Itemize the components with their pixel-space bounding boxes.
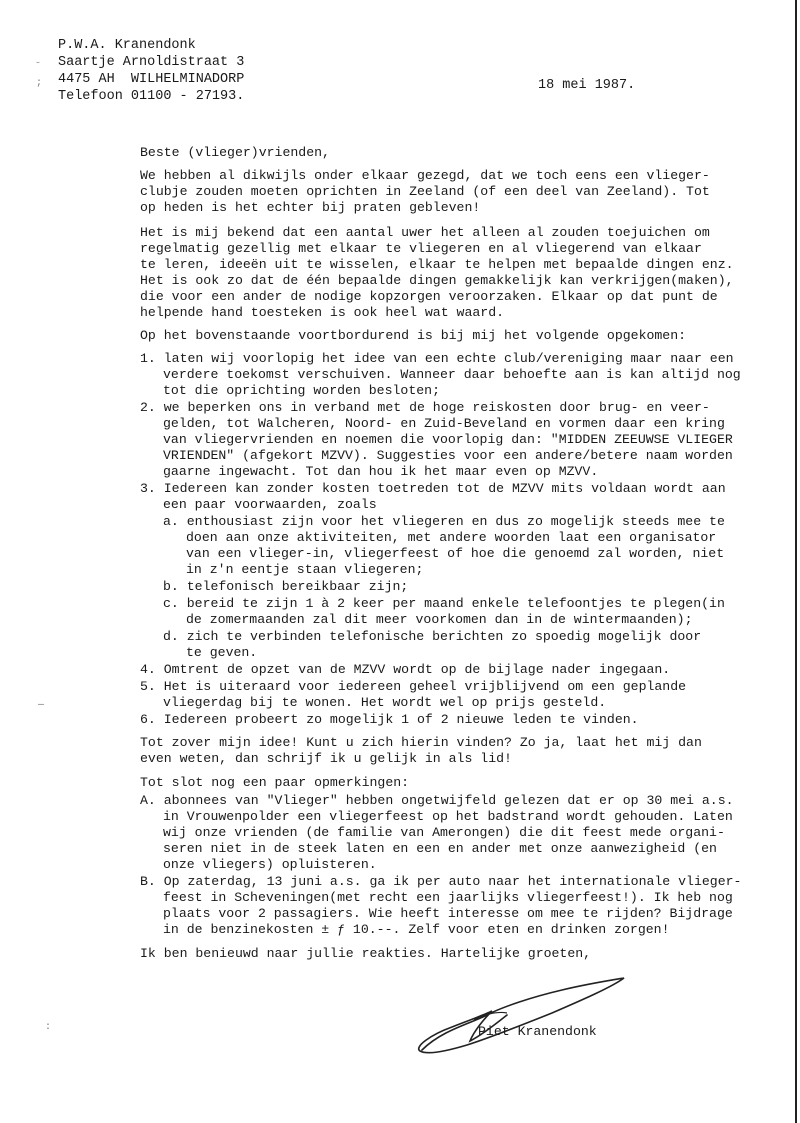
sender-city: 4475 AH WILHELMINADORP — [58, 72, 245, 87]
margin-mark: — — [38, 700, 45, 711]
list-item-line: wij onze vrienden (de familie van Amerongen) die dit feest mede organi- — [163, 825, 725, 840]
list-item-line: seren niet in de steek laten en een en ander met onze aanwezigheid (en — [163, 841, 717, 856]
paragraph-line: We hebben al dikwijls onder elkaar gezegd, dat we toch eens een vlieger- — [140, 168, 710, 183]
list-item-line: 2. we beperken ons in verband met de hoge reiskosten door brug- en veer- — [140, 400, 710, 415]
page-edge — [795, 0, 797, 1123]
list-item-line: onze vliegers) opluisteren. — [163, 857, 377, 872]
sub-item-line: te geven. — [186, 645, 258, 660]
sub-item-line: b. telefonisch bereikbaar zijn; — [163, 579, 409, 594]
list-item-line: gaarne ingewacht. Tot dan hou ik het maar even op MZVV. — [163, 464, 599, 479]
list-item-line: een paar voorwaarden, zoals — [163, 497, 377, 512]
list-item-line: in Vrouwenpolder een vliegerfeest op het badstrand wordt gehouden. Laten — [163, 809, 733, 824]
paragraph-line: te leren, ideeën uit te wisselen, elkaar te helpen met bepaalde dingen enz. — [140, 257, 734, 272]
paragraph-line: Op het bovenstaande voortbordurend is bij mij het volgende opgekomen: — [140, 328, 687, 343]
list-item-line: vliegerdag bij te wonen. Het wordt wel op prijs gesteld. — [163, 695, 607, 710]
list-item-line: 6. Iedereen probeert zo mogelijk 1 of 2 nieuwe leden te vinden. — [140, 712, 639, 727]
paragraph-line: Het is ook zo dat de één bepaalde dingen gemakkelijk kan verkrijgen(maken), — [140, 273, 734, 288]
margin-mark: : — [45, 1022, 52, 1033]
signature-name: Piet Kranendonk — [478, 1024, 597, 1039]
sub-item-line: d. zich te verbinden telefonische berichten zo spoedig mogelijk door — [163, 629, 702, 644]
paragraph-line: Het is mij bekend dat een aantal uwer het alleen al zouden toejuichen om — [140, 225, 710, 240]
sub-item-line: c. bereid te zijn 1 à 2 keer per maand enkele telefoontjes te plegen(in — [163, 596, 725, 611]
paragraph-line: helpende hand toesteken is ook heel wat waard. — [140, 305, 505, 320]
list-item-line: A. abonnees van "Vlieger" hebben ongetwijfeld gelezen dat er op 30 mei a.s. — [140, 793, 734, 808]
list-item-line: tot die oprichting worden besloten; — [163, 383, 440, 398]
list-item-line: VRIENDEN" (afgekort MZVV). Suggesties voor een andere/betere naam worden — [163, 448, 733, 463]
sender-phone: Telefoon 01100 - 27193. — [58, 89, 245, 104]
list-item-line: verdere toekomst verschuiven. Wanneer daar behoefte aan is kan altijd nog — [163, 367, 741, 382]
closing-line: Ik ben benieuwd naar jullie reakties. Hartelijke groeten, — [140, 946, 592, 961]
list-item-line: gelden, tot Walcheren, Noord- en Zuid-Beveland en vormen daar een kring — [163, 416, 725, 431]
list-item-line: 4. Omtrent de opzet van de MZVV wordt op de bijlage nader ingegaan. — [140, 662, 671, 677]
list-item-line: plaats voor 2 passagiers. Wie heeft interesse om mee te rijden? Bijdrage — [163, 906, 733, 921]
letter-date: 18 mei 1987. — [538, 78, 636, 93]
paragraph-line: clubje zouden moeten oprichten in Zeeland (of een deel van Zeeland). Tot — [140, 184, 710, 199]
sender-street: Saartje Arnoldistraat 3 — [58, 55, 245, 70]
sub-item-line: in z'n eentje staan vliegeren; — [186, 562, 424, 577]
signature-scribble — [412, 975, 692, 1065]
paragraph-line: even weten, dan schrijf ik u gelijk in als lid! — [140, 751, 512, 766]
list-item-line: 3. Iedereen kan zonder kosten toetreden tot de MZVV mits voldaan wordt aan — [140, 481, 726, 496]
sub-item-line: de zomermaanden zal dit meer voorkomen dan in de wintermaanden); — [186, 612, 693, 627]
list-item-line: feest in Scheveningen(met recht een jaarlijks vliegerfeest!). Ik heb nog — [163, 890, 733, 905]
list-item-line: van vliegervrienden en noemen die voorlopig dan: "MIDDEN ZEEUWSE VLIEGER — [163, 432, 733, 447]
paragraph-line: op heden is het echter bij praten gebleven! — [140, 200, 481, 215]
sub-item-line: doen aan onze aktiviteiten, met andere woorden laat een organisator — [186, 530, 717, 545]
margin-mark: ˘ — [35, 62, 42, 73]
salutation: Beste (vlieger)vrienden, — [140, 145, 330, 160]
sub-item-line: van een vlieger-in, vliegerfeest of hoe die genoemd zal worden, niet — [186, 546, 725, 561]
sub-item-line: a. enthousiast zijn voor het vliegeren en dus zo mogelijk steeds mee te — [163, 514, 725, 529]
paragraph-line: Tot slot nog een paar opmerkingen: — [140, 775, 410, 790]
sender-name: P.W.A. Kranendonk — [58, 38, 196, 53]
paragraph-line: Tot zover mijn idee! Kunt u zich hierin vinden? Zo ja, laat het mij dan — [140, 735, 702, 750]
paragraph-line: regelmatig gezellig met elkaar te vliegeren en al vliegerend van elkaar — [140, 241, 702, 256]
list-item-line: B. Op zaterdag, 13 juni a.s. ga ik per auto naar het internationale vlieger- — [140, 874, 742, 889]
margin-mark: ; — [36, 78, 43, 89]
list-item-line: 1. laten wij voorlopig het idee van een echte club/vereniging maar naar een — [140, 351, 734, 366]
paragraph-line: die voor een ander de nodige kopzorgen veroorzaken. Elkaar op dat punt de — [140, 289, 718, 304]
list-item-line: 5. Het is uiteraard voor iedereen geheel vrijblijvend om een geplande — [140, 679, 687, 694]
list-item-line: in de benzinekosten ± ƒ 10.--. Zelf voor eten en drinken zorgen! — [163, 922, 670, 937]
